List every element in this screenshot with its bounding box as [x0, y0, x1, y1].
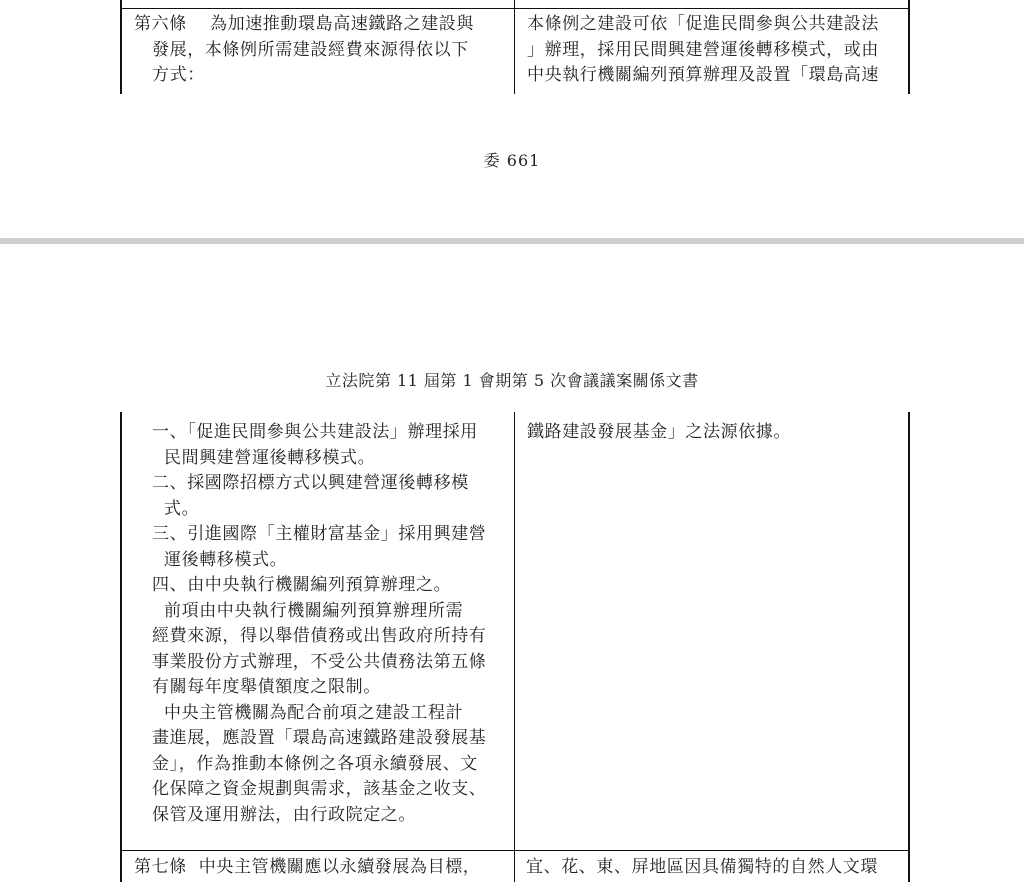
article6-label: 第六條 — [134, 14, 187, 34]
document-page-upper — [0, 0, 1024, 238]
article6-right-line-2: 」辦理，採用民間興建營運後轉移模式，或由 — [527, 39, 879, 60]
list-item: 金」，作為推動本條例之各項永續發展、文 — [152, 753, 478, 774]
list-item: 化保障之資金規劃與需求，該基金之收支、 — [152, 779, 487, 799]
table-left-column — [122, 412, 514, 882]
article6-left-line-3: 方式： — [152, 65, 205, 85]
article6-right-line-1: 本條例之建設可依「促進民間參與公共建設法 — [527, 14, 879, 34]
list-item: 有關每年度舉債額度之限制。 — [152, 677, 381, 697]
article6-right-continuation: 鐵路建設發展基金」之法源依據。 — [527, 422, 791, 442]
article6-left-line-1: 為加速推動環島高速鐵路之建設與 — [210, 14, 474, 34]
page-number: 委 661 — [483, 151, 541, 170]
list-item: 民間興建營運後轉移模式。 — [152, 447, 376, 468]
table-right-column — [514, 412, 908, 882]
list-item: 四、由中央執行機關編列預算辦理之。 — [152, 575, 452, 595]
list-item: 畫進展，應設置「環島高速鐵路建設發展基 — [152, 728, 487, 748]
list-item: 保管及運用辦法，由行政院定之。 — [152, 804, 416, 825]
table-right-column — [514, 0, 908, 94]
list-item: 二、採國際招標方式以興建營運後轉移模 — [152, 473, 469, 493]
list-item: 運後轉移模式。 — [152, 549, 288, 570]
document-header: 立法院第 11 屆第 1 會期第 5 次會議議案關係文書 — [325, 371, 699, 390]
list-item: 經費來源，得以舉借債務或出售政府所持有 — [152, 626, 487, 646]
article6-right-line-3: 中央執行機關編列預算辦理及設置「環島高速 — [527, 65, 879, 85]
list-item: 中央主管機關為配合前項之建設工程計 — [152, 702, 464, 723]
list-item: 前項由中央執行機關編列預算辦理所需 — [152, 600, 464, 621]
list-item: 式。 — [152, 498, 200, 519]
article6-left-line-2: 發展，本條例所需建設經費來源得依以下 — [152, 39, 469, 60]
article-table-upper — [120, 0, 910, 94]
table-left-column — [122, 0, 514, 94]
table-row-divider — [122, 850, 908, 851]
list-item: 三、引進國際「主權財富基金」採用興建營 — [152, 524, 487, 544]
article6-items-list — [152, 420, 486, 828]
list-item: 事業股份方式辦理，不受公共債務法第五條 — [152, 651, 487, 672]
document-page-lower — [0, 244, 1024, 877]
article7-right-partial: 宜、花、東、屏地區因具備獨特的自然人文環 — [526, 857, 878, 877]
article-table-lower — [120, 412, 910, 882]
article7-left-partial: 第七條 中央主管機關應以永續發展為目標， — [134, 857, 481, 877]
list-item: 一、「促進民間參與公共建設法」辦理採用 — [152, 422, 478, 442]
